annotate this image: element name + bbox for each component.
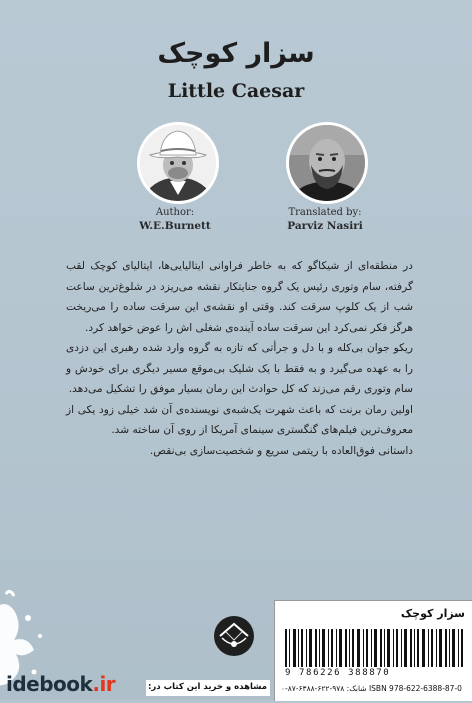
blurb-paragraph: در منطقه‌ای از شیکاگو که به خاطر فراوانی ایتالیایی‌ها، ایتالیای کوچک لقب گرفته، سام وتوری رئیس یک گروه جنایتکار نقشه می‌ریزد در شلوغ‌ترین ساعت شب از یک کلوپ سرقت کند. وقتی او نقشه‌ی این سرقت ساده را می‌ریخت هرگز فکر نمی‌کرد این سرقت ساده آینده‌ی شغلی اش را عوض خواهد کرد. — [66, 260, 413, 334]
blurb-paragraph: ریکو جوان بی‌کله و با دل و جرأتی که تازه به گروه وارد شده رهبری این دزدی را به عهده می‌گیرد و به فقط با یک شلیک بی‌موقع مسیر دیگری برای خودش و سام وتوری رقم می‌زند که کل حوادث این رمان بسیار موفق را تشکیل می‌دهد. — [66, 342, 413, 395]
barcode-book-title: سزار کوچک — [400, 607, 465, 620]
book-title-persian: سزار کوچک — [157, 38, 315, 69]
author-credit — [110, 207, 240, 232]
store-logo-accent: .ir — [92, 672, 116, 696]
book-title-english: Little Caesar — [167, 80, 305, 102]
author-role-label: Author: — [155, 207, 195, 218]
barcode-icon — [285, 629, 463, 667]
author-name: W.E.Burnett — [139, 220, 211, 232]
store-caption: مشاهده و خرید این کتاب در: — [148, 682, 268, 692]
translator-name: Parviz Nasiri — [287, 220, 363, 232]
translator-portrait — [286, 122, 368, 204]
publisher-logo-icon — [212, 614, 256, 658]
isbn-text: شابک: ۹۷۸-۶۲۲-۶۳۸۸-۸۷-۰ ISBN 978-622-6388-87-0 — [281, 684, 462, 693]
author-portrait — [137, 122, 219, 204]
store-logo[interactable] — [6, 672, 115, 700]
barcode-number: 9 786226 388870 — [285, 668, 391, 678]
blurb-paragraph: اولین رمان برنت که باعث شهرت یک‌شبه‌ی نویسنده‌ی آن شد خیلی زود یکی از معروف‌ترین فیلم‌های گنگستری سینمای آمریکا از روی آن ساخته شد. — [66, 403, 413, 436]
translator-credit — [260, 207, 390, 232]
barcode-panel — [274, 600, 472, 701]
store-logo-main: idebook — [6, 672, 93, 696]
book-blurb — [66, 256, 413, 461]
translator-role-label: Translated by: — [288, 207, 362, 218]
blurb-paragraph: داستانی فوق‌العاده با ریتمی سریع و شخصیت‌سازی بی‌نقص. — [149, 444, 413, 457]
